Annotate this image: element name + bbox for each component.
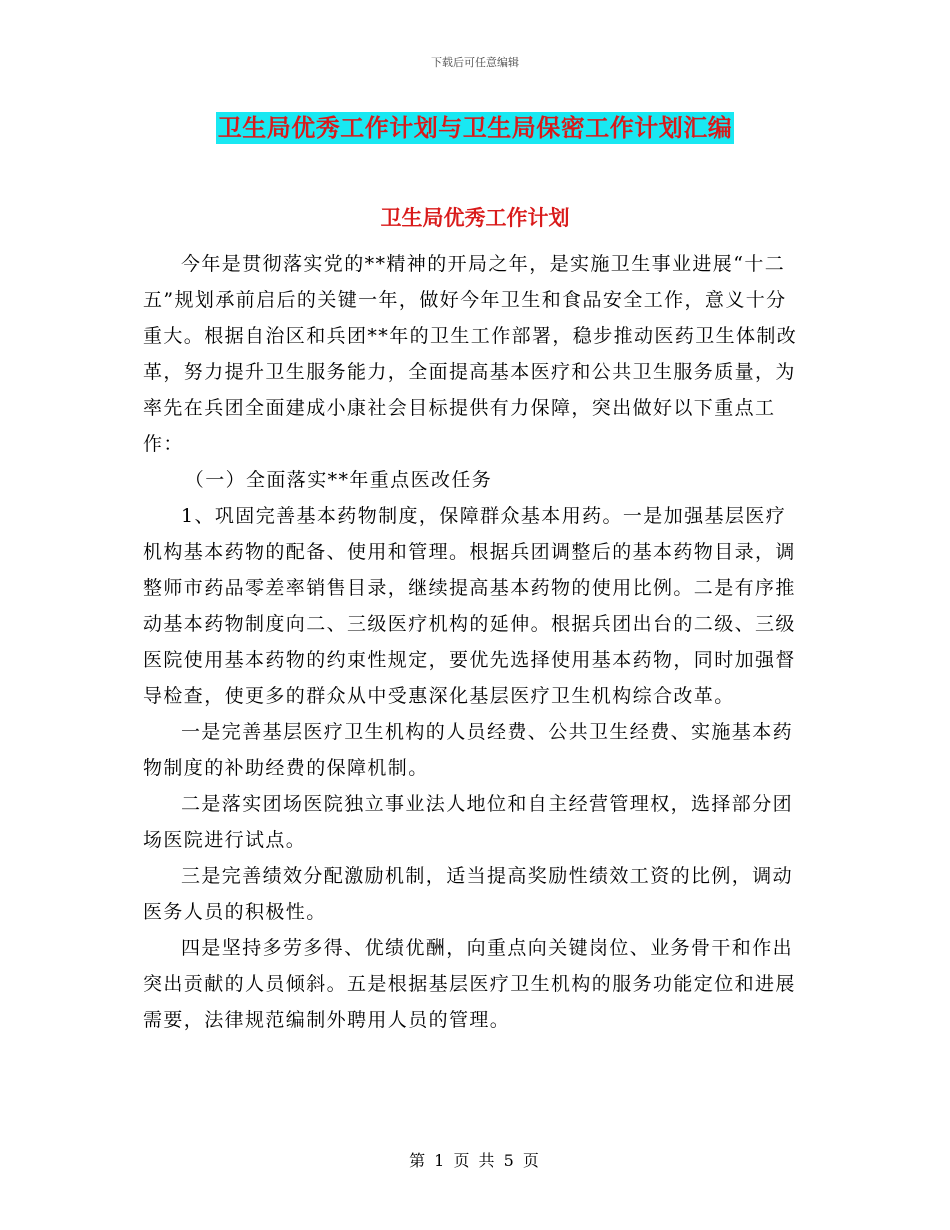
document-body	[143, 246, 803, 1038]
page-number-footer: 第 1 页 共 5 页	[409, 1151, 541, 1170]
main-title-container	[0, 112, 950, 144]
paragraph-point-4: 四是坚持多劳多得、优绩优酬，向重点向关键岗位、业务骨干和作出突出贡献的人员倾斜。五是根据基层医疗卫生机构的服务功能定位和进展需要，法律规范编制外聘用人员的管理。	[143, 937, 796, 1031]
main-title: 卫生局优秀工作计划与卫生局保密工作计划汇编	[217, 113, 733, 142]
paragraph-heading-1: （一）全面落实**年重点医改任务	[184, 469, 493, 491]
paragraph-intro: 今年是贯彻落实党的**精神的开局之年，是实施卫生事业进展“十二五”规划承前启后的关键一年，做好今年卫生和食品安全工作，意义十分重大。根据自治区和兵团**年的卫生工作部署，稳步推动医药卫生体制改革，努力提升卫生服务能力，全面提高基本医疗和公共卫生服务质量，为率先在兵团全面建成小康社会目标提供有力保障，突出做好以下重点工作：	[143, 253, 798, 455]
paragraph-point-3: 三是完善绩效分配激励机制，适当提高奖励性绩效工资的比例，调动医务人员的积极性。	[143, 865, 794, 923]
paragraph-point-1: 一是完善基层医疗卫生机构的人员经费、公共卫生经费、实施基本药物制度的补助经费的保障机制。	[143, 721, 794, 779]
header-note: 下载后可任意编辑	[431, 56, 519, 69]
section-title: 卫生局优秀工作计划	[380, 205, 570, 230]
paragraph-item-1: 1、巩固完善基本药物制度，保障群众基本用药。一是加强基层医疗机构基本药物的配备、使用和管理。根据兵团调整后的基本药物目录，调整师市药品零差率销售目录，继续提高基本药物的使用比例。二是有序推动基本药物制度向二、三级医疗机构的延伸。根据兵团出台的二级、三级医院使用基本药物的约束性规定，要优先选择使用基本药物，同时加强督导检查，使更多的群众从中受惠深化基层医疗卫生机构综合改革。	[143, 505, 796, 707]
paragraph-point-2: 二是落实团场医院独立事业法人地位和自主经营管理权，选择部分团场医院进行试点。	[143, 793, 794, 851]
